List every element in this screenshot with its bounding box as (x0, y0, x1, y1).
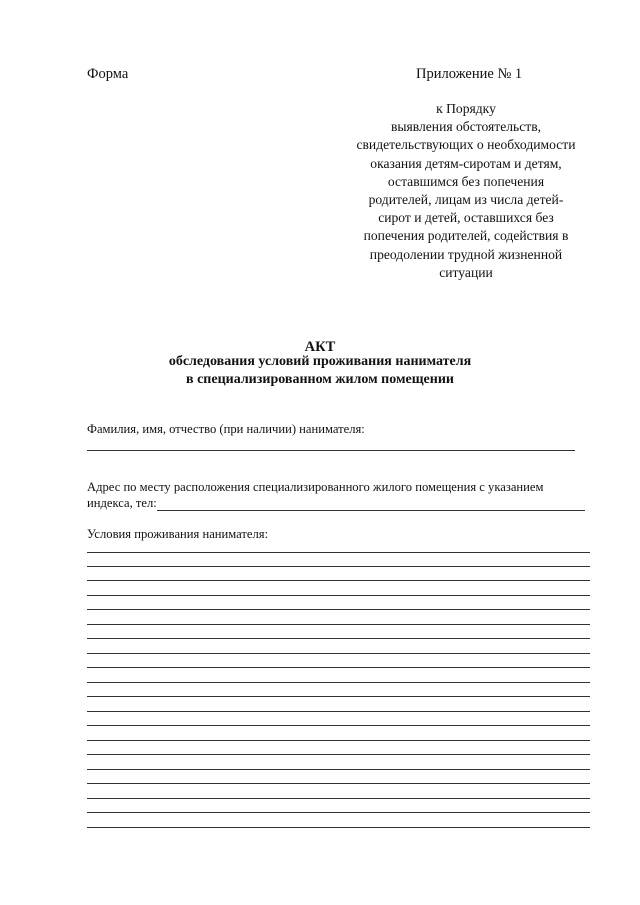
appendix-line: выявления обстоятельств, (390, 119, 542, 135)
conditions-label: Условия проживания нанимателя: (87, 527, 269, 541)
conditions-field-line[interactable] (87, 638, 590, 639)
conditions-field-line[interactable] (87, 624, 590, 625)
conditions-field-line[interactable] (87, 725, 590, 726)
conditions-field-line[interactable] (87, 798, 590, 799)
conditions-field-line[interactable] (87, 595, 590, 596)
conditions-field-line[interactable] (87, 682, 590, 683)
conditions-field-line[interactable] (87, 580, 590, 581)
appendix-line: попечения родителей, содействия в (363, 228, 569, 244)
conditions-field-line[interactable] (87, 711, 590, 712)
conditions-field-line[interactable] (87, 696, 590, 697)
act-subtitle (60, 353, 580, 388)
conditions-field-line[interactable] (87, 827, 590, 828)
conditions-field-line[interactable] (87, 552, 590, 553)
appendix-line: свидетельствующих о необходимости (356, 137, 576, 153)
conditions-field-line[interactable] (87, 609, 590, 610)
fio-field-line[interactable] (87, 450, 575, 451)
appendix-line: ситуации (439, 264, 493, 280)
appendix-line: преодолении трудной жизненной (369, 246, 563, 262)
conditions-field-line[interactable] (87, 740, 590, 741)
fio-label: Фамилия, имя, отчество (при наличии) нанимателя: (87, 422, 365, 436)
appendix-line: сирот и детей, оставшихся без (378, 210, 554, 226)
conditions-field-line[interactable] (87, 812, 590, 813)
conditions-field-line[interactable] (87, 653, 590, 654)
act-subtitle-line: в специализированном жилом помещении (186, 371, 454, 387)
act-subtitle-line: обследования условий проживания нанимателя (168, 354, 472, 369)
conditions-field-line[interactable] (87, 566, 590, 567)
address-field-line[interactable] (157, 510, 585, 511)
appendix-line: родителей, лицам из числа детей- (368, 192, 564, 208)
appendix-reference (330, 100, 602, 282)
appendix-line: оставшимся без попечения (387, 173, 545, 189)
conditions-field-line[interactable] (87, 783, 590, 784)
appendix-line: оказания детям-сиротам и детям, (370, 155, 562, 171)
appendix-line: к Порядку (436, 101, 496, 116)
act-title: АКТ (304, 339, 336, 355)
conditions-field-line[interactable] (87, 667, 590, 668)
appendix-title: Приложение № 1 (416, 66, 523, 82)
conditions-field-line[interactable] (87, 769, 590, 770)
conditions-field-line[interactable] (87, 754, 590, 755)
address-label-line: Адрес по месту расположения специализированного жилого помещения с указанием (87, 480, 544, 494)
address-label (87, 479, 591, 511)
form-label: Форма (87, 66, 129, 82)
address-label-line: индекса, тел: (87, 496, 157, 510)
